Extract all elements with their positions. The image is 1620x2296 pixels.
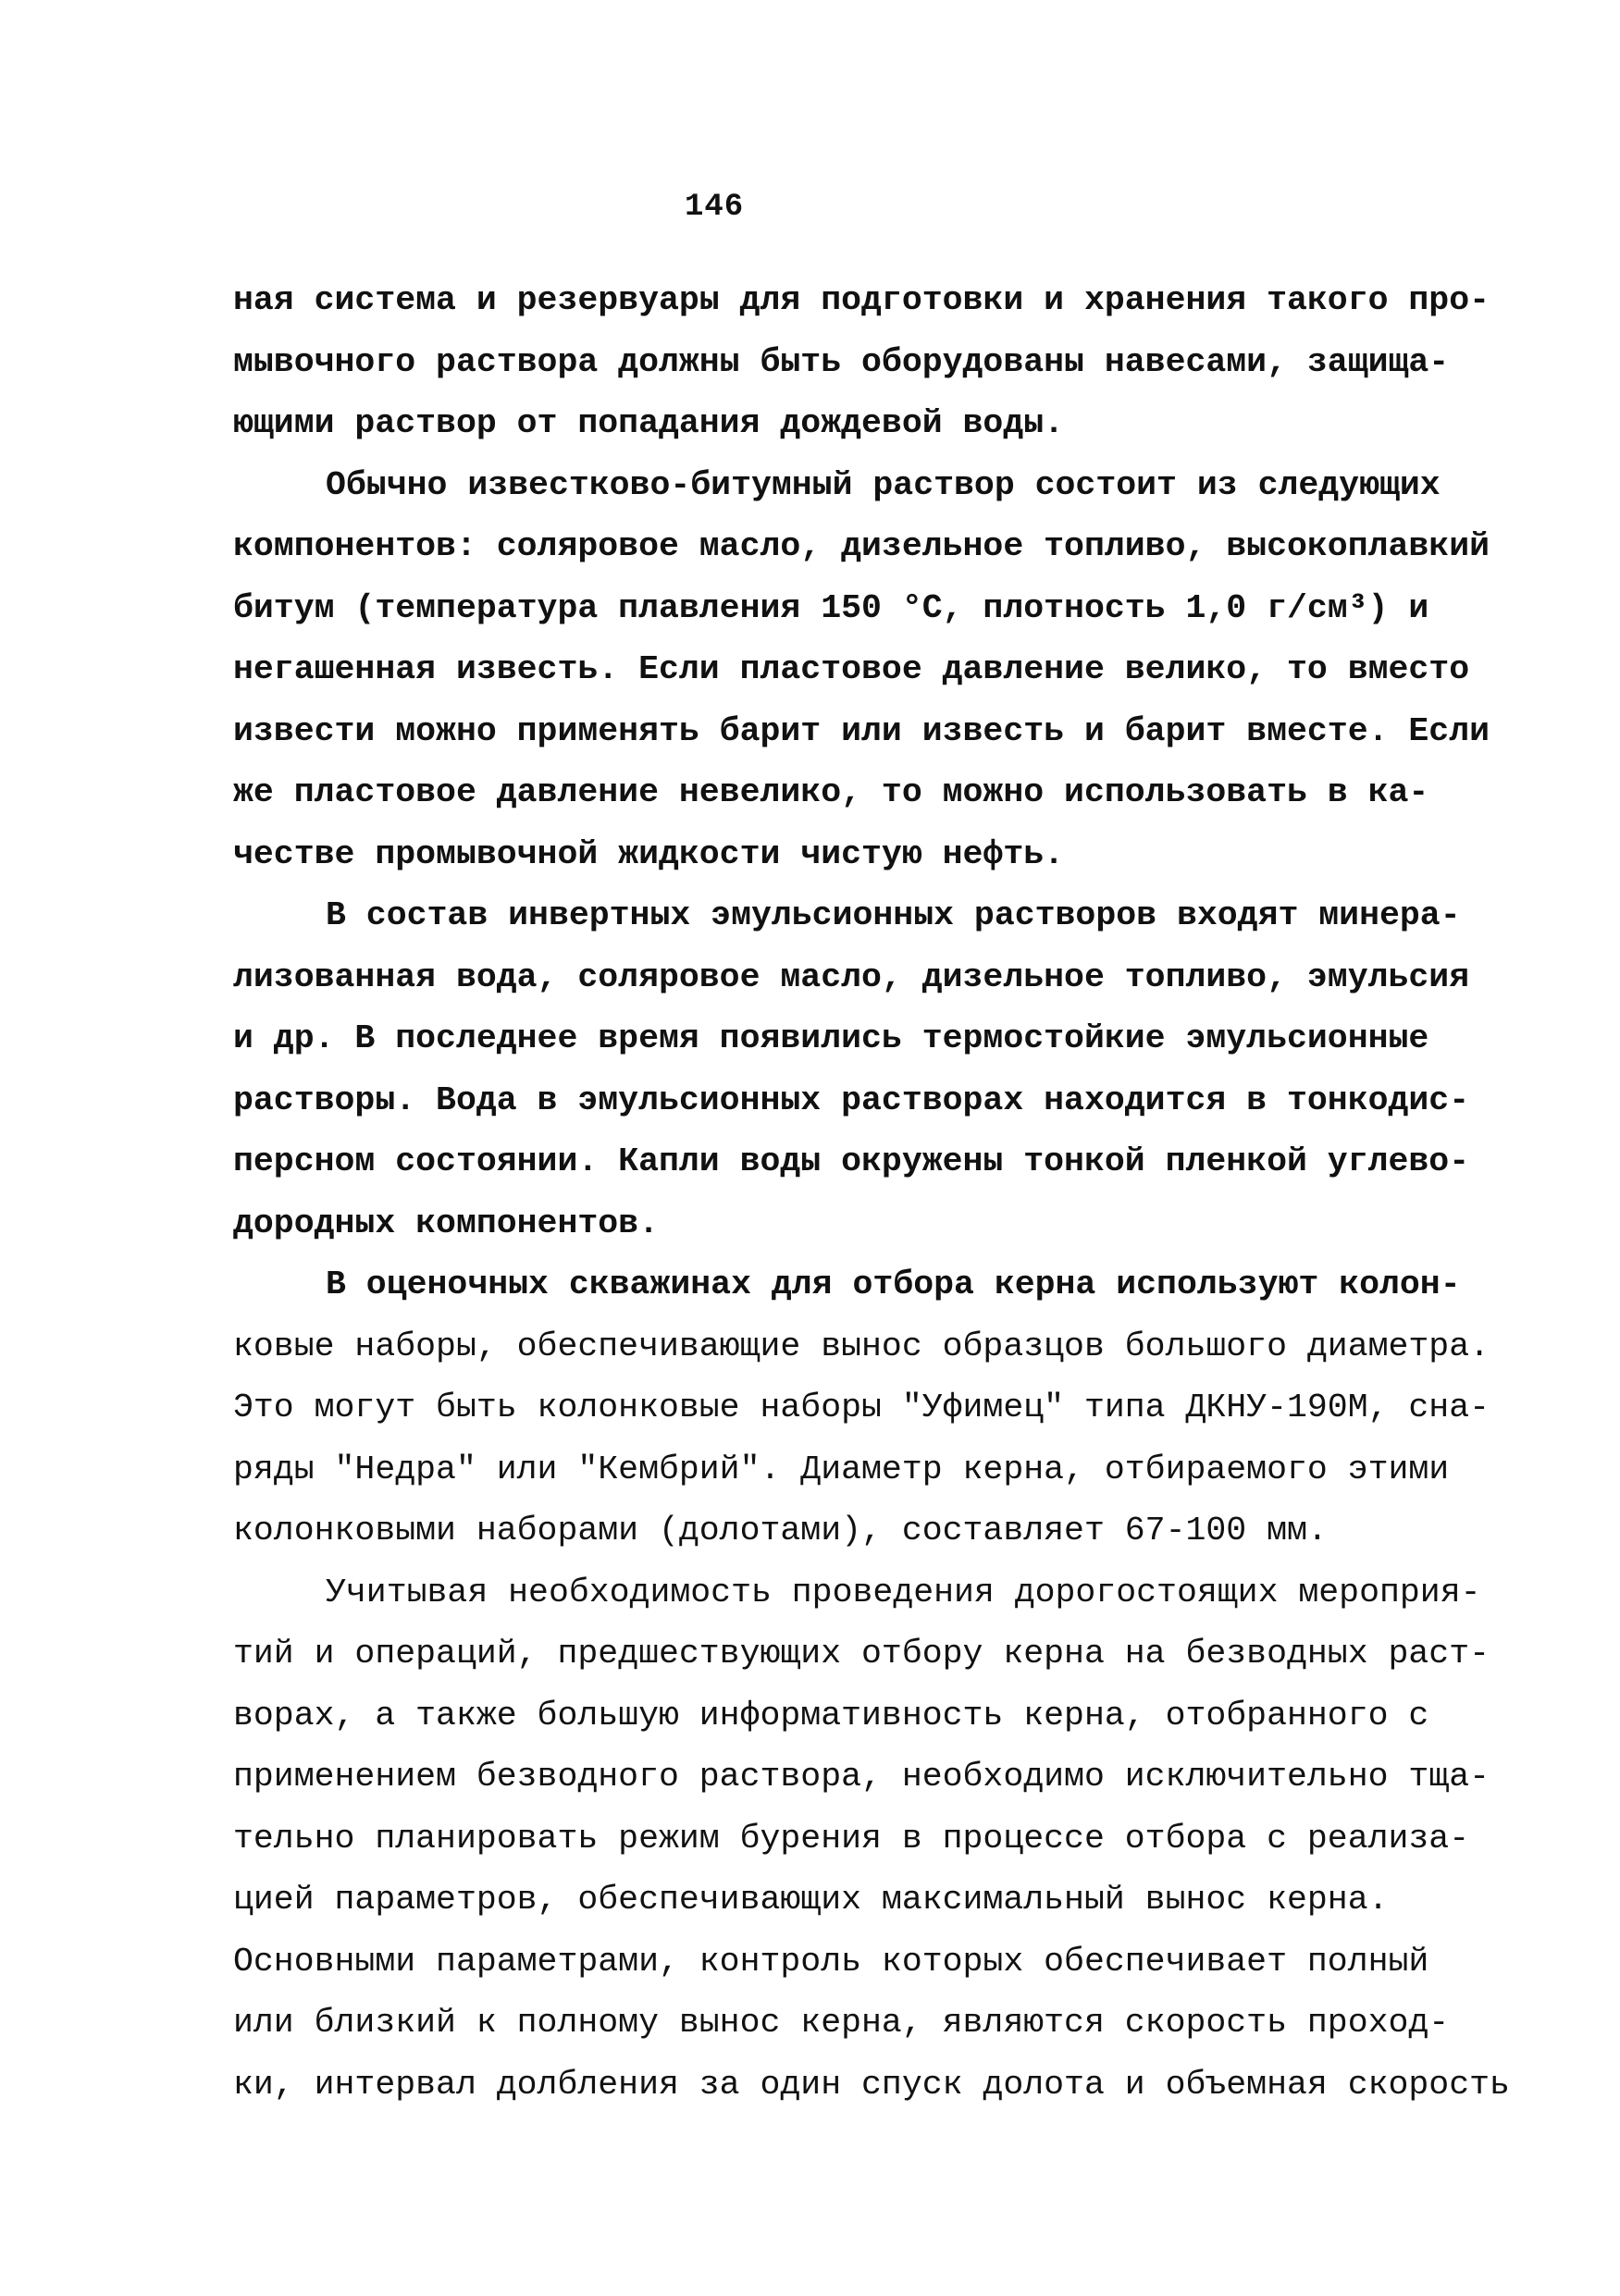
text-line: извести можно применять барит или известь и барит вместе. Если <box>233 711 1490 750</box>
text-line: Учитывая необходимость проведения дорогостоящих мероприя- <box>326 1573 1481 1611</box>
text-line: и др. В последнее время появились термостойкие эмульсионные <box>233 1019 1429 1057</box>
document-body <box>233 270 1510 2116</box>
text-line: ющими раствор от попадания дождевой воды. <box>233 404 1065 442</box>
text-line: битум (температура плавления 150 °С, плотность 1,0 г/см³) и <box>233 588 1429 627</box>
text-line: дородных компонентов. <box>233 1204 659 1242</box>
text-line: или близкий к полному вынос керна, являются скорость проход- <box>233 2004 1450 2042</box>
paragraph-5 <box>233 1562 1510 2117</box>
text-line: персном состоянии. Капли воды окружены тонкой пленкой углево- <box>233 1142 1470 1180</box>
text-line: применением безводного раствора, необходимо исключительно тща- <box>233 1758 1490 1796</box>
text-line: В состав инвертных эмульсионных растворов входят минера- <box>326 896 1461 934</box>
text-line: Обычно известково-битумный раствор состоит из следующих <box>326 465 1441 504</box>
paragraph-1 <box>233 270 1490 455</box>
page-number: 146 <box>685 190 745 225</box>
text-line: же пластовое давление невелико, то можно использовать в ка- <box>233 773 1429 811</box>
text-line: В оценочных скважинах для отбора керна используют колон- <box>326 1265 1461 1303</box>
text-line: растворы. Вода в эмульсионных растворах находится в тонкодис- <box>233 1080 1470 1119</box>
text-line: колонковыми наборами (долотами), составляет 67-100 мм. <box>233 1512 1328 1549</box>
text-line: тий и операций, предшествующих отбору керна на безводных раст- <box>233 1635 1490 1673</box>
text-line: ки, интервал долбления за один спуск долота и объемная скорость <box>233 2065 1510 2104</box>
text-line: ная система и резервуары для подготовки и хранения такого про- <box>233 281 1490 319</box>
text-line: честве промывочной жидкости чистую нефть. <box>233 834 1065 873</box>
paragraph-3 <box>233 885 1470 1254</box>
text-line: Это могут быть колонковые наборы "Уфимец" типа ДКНУ-190М, сна- <box>233 1389 1490 1426</box>
text-line: ворах, а также большую информативность керна, отобранного с <box>233 1696 1429 1734</box>
paragraph-4 <box>233 1254 1490 1562</box>
text-line: ряды "Недра" или "Кембрий". Диаметр керна, отбираемого этими <box>233 1450 1450 1488</box>
text-line: цией параметров, обеспечивающих максимальный вынос керна. <box>233 1881 1389 1919</box>
text-line: мывочного раствора должны быть оборудованы навесами, защища- <box>233 342 1450 381</box>
text-line: тельно планировать режим бурения в процессе отбора с реализа- <box>233 1819 1470 1858</box>
text-line: негашенная известь. Если пластовое давление велико, то вместо <box>233 650 1470 688</box>
paragraph-2 <box>233 455 1490 886</box>
text-line: лизованная вода, соляровое масло, дизельное топливо, эмульсия <box>233 957 1470 996</box>
text-line: компонентов: соляровое масло, дизельное топливо, высокоплавкий <box>233 527 1490 565</box>
text-line: Основными параметрами, контроль которых обеспечивает полный <box>233 1942 1429 1981</box>
text-line: ковые наборы, обеспечивающие вынос образцов большого диаметра. <box>233 1327 1490 1365</box>
